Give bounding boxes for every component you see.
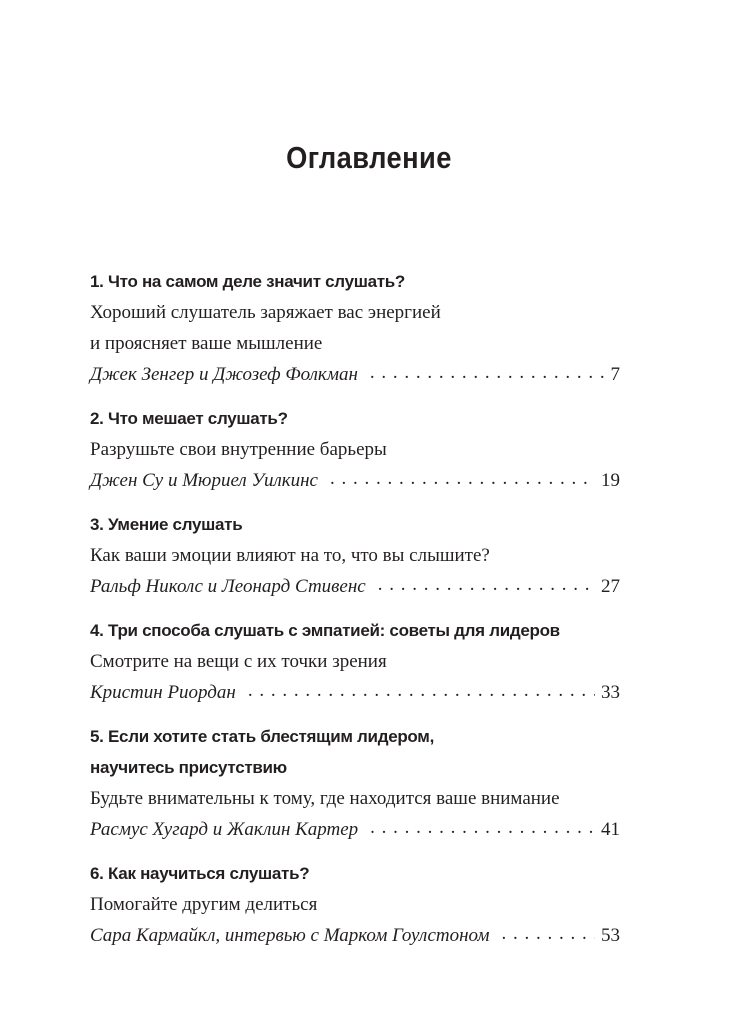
chapter-subtitle: Смотрите на вещи с их точки зрения [90, 651, 387, 672]
page-number[interactable]: 33 [601, 682, 620, 703]
chapter-author: Джен Су и Мюриел Уилкинс [90, 470, 318, 491]
chapter-heading[interactable]: 3. Умение слушать [90, 515, 243, 534]
author-line [90, 814, 620, 845]
author-line [90, 920, 620, 951]
chapter-subtitle: и проясняет ваше мышление [90, 333, 323, 354]
page-number[interactable]: 53 [601, 925, 620, 946]
chapter-heading[interactable]: 5. Если хотите стать блестящим лидером, [90, 727, 434, 746]
dot-leader [501, 918, 595, 949]
chapter-heading[interactable]: 1. Что на самом деле значит слушать? [90, 272, 406, 291]
chapter-subtitle: Как ваши эмоции влияют на то, что вы слышите? [90, 545, 490, 566]
author-line [90, 677, 620, 708]
toc-entry-5[interactable] [90, 721, 620, 845]
page-title: Оглавление [286, 140, 452, 175]
chapter-subtitle: Будьте внимательны к тому, где находится ваше внимание [90, 788, 560, 809]
chapter-author: Сара Кармайкл, интервью с Марком Гоулстоном [90, 925, 490, 946]
chapter-subtitle: Помогайте другим делиться [90, 894, 318, 915]
dot-leader [370, 812, 595, 843]
chapter-author: Расмус Хугард и Жаклин Картер [90, 819, 359, 840]
dot-leader [330, 463, 595, 494]
dot-leader [248, 675, 595, 706]
chapter-author: Кристин Риордан [90, 682, 236, 703]
author-line [90, 571, 620, 602]
dot-leader [378, 569, 595, 600]
toc-entry-3[interactable] [90, 509, 620, 602]
page-number[interactable]: 27 [601, 576, 620, 597]
toc-entry-1[interactable] [90, 266, 620, 390]
author-line [90, 465, 620, 496]
author-line [90, 359, 620, 390]
dot-leader [370, 357, 605, 388]
page-number[interactable]: 7 [610, 364, 620, 385]
chapter-heading[interactable]: 4. Три способа слушать с эмпатией: советы для лидеров [90, 621, 560, 640]
chapter-heading[interactable]: 6. Как научиться слушать? [90, 864, 310, 883]
chapter-heading[interactable]: научитесь присутствию [90, 758, 287, 777]
page-number[interactable]: 41 [601, 819, 620, 840]
toc-entry-2[interactable] [90, 403, 620, 496]
toc-entry-6[interactable] [90, 858, 620, 951]
chapter-subtitle: Хороший слушатель заряжает вас энергией [90, 302, 441, 323]
table-of-contents [90, 266, 620, 964]
chapter-author: Ральф Николс и Леонард Стивенс [90, 576, 366, 597]
chapter-heading[interactable]: 2. Что мешает слушать? [90, 409, 288, 428]
chapter-author: Джек Зенгер и Джозеф Фолкман [90, 364, 358, 385]
page-number[interactable]: 19 [601, 470, 620, 491]
chapter-subtitle: Разрушьте свои внутренние барьеры [90, 439, 387, 460]
toc-entry-4[interactable] [90, 615, 620, 708]
